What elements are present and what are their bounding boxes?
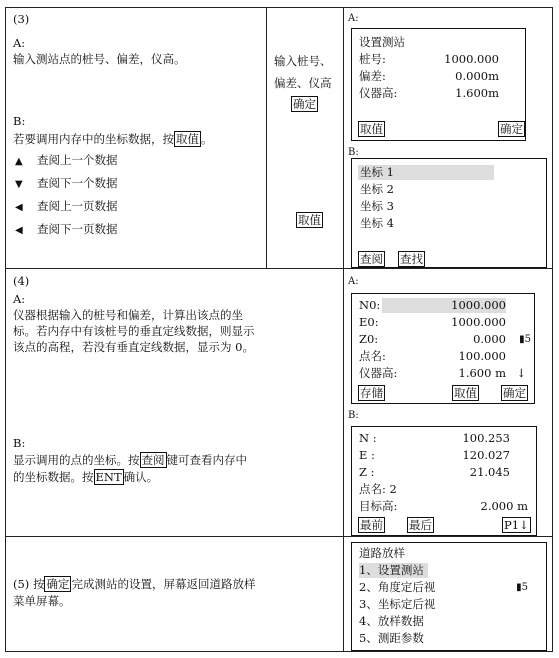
field-label: 目标高:	[359, 499, 398, 513]
step5-text: (5) 按 确定 完成测站的设置，屏幕返回道路放样	[13, 577, 256, 591]
softkey-first[interactable]: 最前	[360, 518, 383, 532]
softkey-confirm[interactable]: 确定	[500, 122, 523, 136]
menu-item[interactable]: 3、坐标定后视	[359, 597, 436, 611]
menu-item[interactable]: 5、测距参数	[359, 631, 424, 645]
middle-instruction: 偏差、仪高	[274, 76, 332, 90]
fetch-key: 取值	[298, 213, 321, 227]
softkey-page-next[interactable]: P1↓	[504, 518, 529, 532]
row-divider	[6, 536, 552, 537]
field-value: 120.027	[462, 448, 510, 462]
section-a-label: A:	[13, 292, 26, 306]
section-b-label: B:	[13, 114, 26, 128]
nav-item: ◀ 查阅下一页数据	[15, 222, 118, 236]
field-label: 点名:	[359, 349, 386, 363]
field-label: E0:	[359, 315, 379, 329]
nav-item: ▼ 查阅下一个数据	[15, 176, 118, 190]
field-value: 0.000	[473, 332, 506, 346]
step-number: (3)	[13, 12, 30, 26]
nav-item: ◀ 查阅上一页数据	[15, 199, 118, 213]
field-label: 仪器高:	[359, 86, 398, 100]
computed-point-screen	[351, 293, 535, 404]
list-item[interactable]: 坐标 3	[360, 199, 394, 213]
screen-b-label: B:	[348, 410, 359, 421]
field-value: 1000.000	[451, 298, 506, 312]
down-triangle-icon: ▼	[15, 179, 23, 190]
step-number: (4)	[13, 274, 30, 288]
field-value: 2.000 m	[480, 499, 528, 513]
field-value: 1000.000	[444, 52, 499, 66]
battery-icon: ▮5	[516, 582, 528, 593]
menu-item-selected[interactable]: 1、设置测站	[359, 563, 428, 578]
field-value: 100.000	[458, 349, 506, 363]
coordinate-list-screen	[351, 158, 547, 268]
column-divider	[266, 8, 267, 268]
section-a-text: 该点的高程，若没有垂直定线数据，显示为 0。	[13, 340, 254, 354]
section-b-text: 若要调用内存中的坐标数据，按 取值 。	[13, 132, 213, 146]
setup-station-screen	[351, 28, 526, 141]
field-value: 1.600 m	[458, 366, 506, 380]
field-value: 1.600m	[455, 86, 499, 100]
nav-item: ▲ 查阅上一个数据	[15, 153, 118, 167]
row-divider	[6, 268, 552, 269]
field-label: N0:	[359, 298, 381, 312]
confirm-key: 确定	[293, 97, 316, 111]
view-key: 查阅	[141, 453, 165, 467]
field-label: 桩号:	[359, 52, 386, 66]
screen-a-label: A:	[348, 13, 359, 24]
battery-icon: ▮5	[519, 334, 531, 345]
up-triangle-icon: ▲	[15, 156, 23, 167]
softkey-fetch[interactable]: 取值	[454, 386, 477, 400]
softkey-confirm[interactable]: 确定	[503, 386, 526, 400]
softkey-last[interactable]: 最后	[409, 518, 432, 532]
section-a-text: 仪器根据输入的桩号和偏差，计算出该点的坐	[13, 308, 243, 322]
field-label: Z :	[359, 465, 375, 479]
left-triangle-icon: ◀	[15, 202, 23, 213]
list-item-selected[interactable]: 坐标 1	[358, 165, 494, 180]
field-label: E :	[359, 448, 375, 462]
softkey-fetch[interactable]: 取值	[360, 122, 383, 136]
stored-coordinate-screen	[351, 426, 537, 536]
road-stakeout-menu-screen	[351, 542, 547, 651]
section-b-text: 显示调用的点的坐标。按 查阅 键可查看内存中	[13, 453, 247, 467]
confirm-key: 确定	[46, 577, 70, 591]
field-label: 偏差:	[359, 69, 386, 83]
menu-item[interactable]: 4、放样数据	[359, 614, 424, 628]
list-item[interactable]: 坐标 2	[360, 182, 394, 196]
scroll-down-arrow-icon: ↓	[516, 366, 526, 380]
point-name: 点名: 2	[359, 482, 397, 496]
section-a-label: A:	[13, 36, 26, 50]
field-value: 100.253	[462, 431, 510, 445]
field-value: 0.000m	[455, 69, 499, 83]
screen-title: 设置测站	[359, 35, 405, 49]
section-a-text: 输入测站点的桩号、偏差，仪高。	[13, 52, 186, 66]
list-item[interactable]: 坐标 4	[360, 216, 394, 230]
screen-title: 道路放样	[359, 546, 405, 560]
section-b-label: B:	[13, 436, 26, 450]
field-value: 21.045	[469, 465, 510, 479]
softkey-view[interactable]: 查阅	[360, 252, 383, 266]
middle-instruction: 输入桩号、	[274, 54, 332, 68]
field-label: N :	[359, 431, 377, 445]
screen-b-label: B:	[348, 147, 359, 158]
fetch-key: 取值	[176, 132, 199, 146]
section-b-text: 的坐标数据。按 ENT 确认。	[13, 470, 159, 484]
left-triangle-icon: ◀	[15, 225, 23, 236]
softkey-search[interactable]: 查找	[400, 252, 423, 266]
field-label: 仪器高:	[359, 366, 398, 380]
column-divider	[343, 8, 344, 651]
menu-item[interactable]: 2、角度定后视	[359, 580, 436, 594]
procedure-table	[5, 7, 553, 652]
step5-text: 菜单屏幕。	[13, 594, 71, 608]
softkey-save[interactable]: 存储	[360, 386, 383, 400]
section-a-text: 标。若内存中有该桩号的垂直定线数据，则显示	[13, 324, 255, 338]
field-value: 1000.000	[451, 315, 506, 329]
field-label: Z0:	[359, 332, 379, 346]
enter-key: ENT	[95, 470, 122, 484]
screen-a-label: A:	[348, 276, 359, 287]
